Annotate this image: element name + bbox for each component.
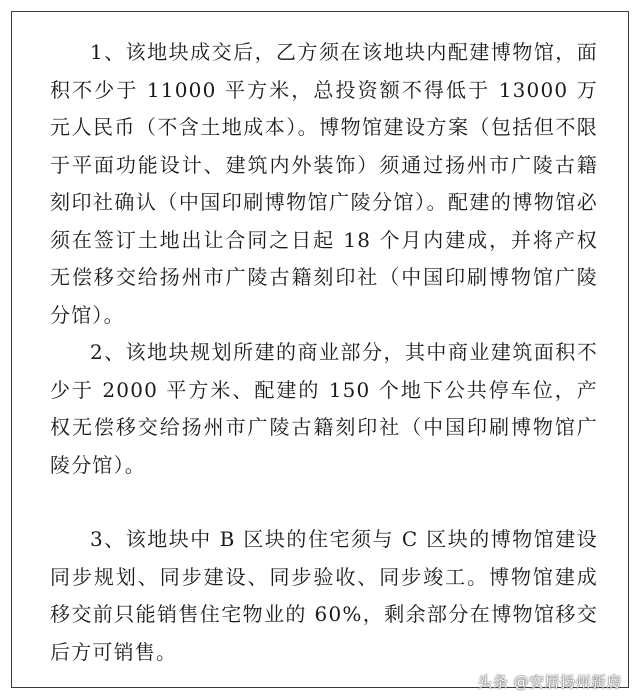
document-body	[50, 34, 598, 671]
source-watermark: 头条 @安居扬州新房	[477, 673, 622, 691]
clause-3: 3、该地块中 B 区块的住宅须与 C 区块的博物馆建设同步规划、同步建设、同步验收、同步竣工。博物馆建成移交前只能销售住宅物业的 60%，剩余部分在博物馆移交后方可销售。	[50, 527, 598, 664]
clause-1: 1、该地块成交后，乙方须在该地块内配建博物馆，面积不少于 11000 平方米，总投资额不得低于 13000 万元人民币（不含土地成本）。博物馆建设方案（包括但不限于平面功能设计、建筑内外装饰）须通过扬州市广陵古籍刻印社确认（中国印刷博物馆广陵分馆）。配建的博物馆必须在签订土地出让合同之日起 18 个月内建成，并将产权无偿移交给扬州市广陵古籍刻印社（中国印刷博物馆广陵分馆）。	[50, 40, 598, 327]
paragraph-gap	[50, 484, 598, 521]
clause-2: 2、该地块规划所建的商业部分，其中商业建筑面积不少于 2000 平方米、配建的 150 个地下公共停车位，产权无偿移交给扬州市广陵古籍刻印社（中国印刷博物馆广陵分馆）。	[50, 340, 598, 477]
